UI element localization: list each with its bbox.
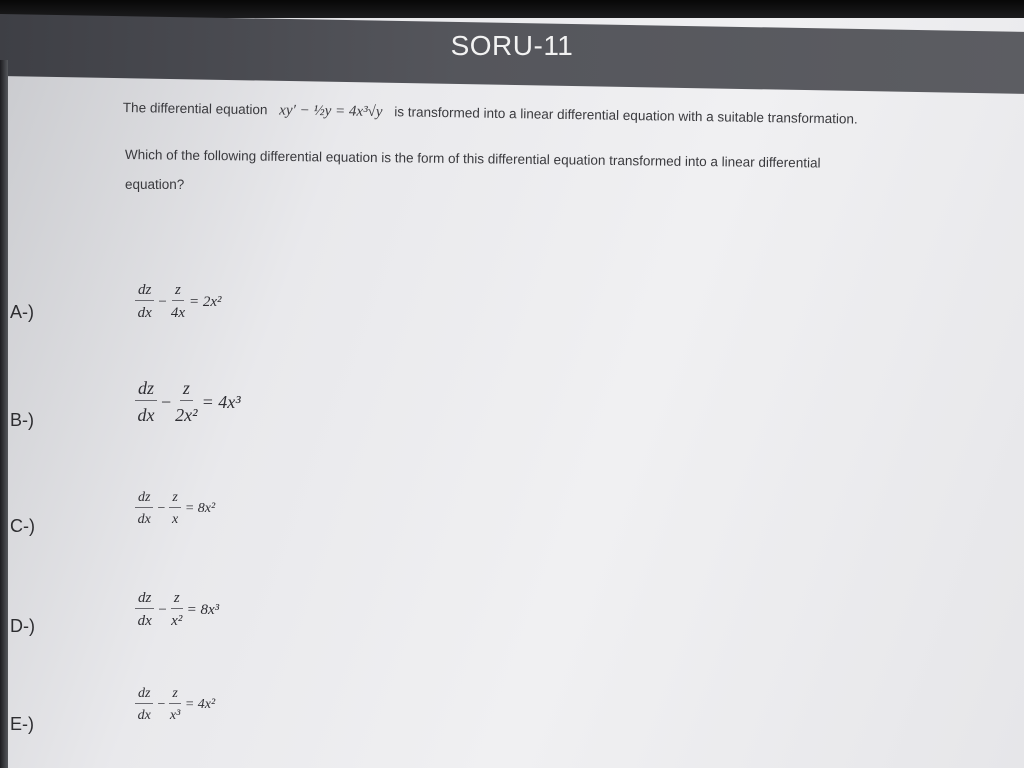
denominator: dx: [137, 405, 155, 425]
derivative-fraction: [135, 282, 154, 322]
numerator: z: [171, 590, 183, 609]
denominator: dx: [137, 305, 152, 321]
z-fraction: [169, 686, 180, 724]
option-e-label: E-): [10, 714, 34, 734]
operator: −: [157, 697, 166, 712]
numerator: dz: [135, 378, 157, 401]
denominator: x: [171, 512, 179, 527]
z-fraction: [175, 378, 197, 426]
denominator: dx: [137, 613, 152, 629]
numerator: dz: [135, 282, 154, 301]
option-b-formula: [135, 378, 241, 426]
operator: −: [158, 293, 167, 310]
question-line-3: equation?: [125, 177, 185, 192]
denominator: 2x²: [175, 405, 198, 425]
option-c-label: C-): [10, 516, 35, 536]
option-e-formula: [135, 686, 215, 724]
option-e[interactable]: [0, 686, 900, 746]
question-prefix: The differential equation: [122, 100, 268, 118]
z-fraction: [171, 590, 183, 630]
question-equation: xy′ − ½y = 4x³√y: [279, 102, 383, 121]
right-hand-side: = 4x²: [184, 697, 216, 712]
denominator: dx: [137, 708, 151, 723]
operator: −: [157, 501, 166, 516]
operator: −: [161, 391, 172, 412]
option-a-formula: [135, 282, 222, 322]
page-title: SORU-11: [450, 30, 574, 61]
denominator: 4x: [170, 305, 185, 321]
derivative-fraction: [135, 590, 154, 630]
numerator: dz: [135, 490, 153, 508]
option-d-label: D-): [10, 616, 35, 636]
derivative-fraction: [135, 686, 153, 724]
option-d-formula: [135, 590, 219, 630]
derivative-fraction: [135, 490, 153, 528]
right-hand-side: = 2x²: [188, 293, 222, 310]
monitor-bezel-top: [0, 0, 1024, 18]
right-hand-side: = 8x³: [186, 601, 220, 618]
option-a-label: A-): [10, 302, 34, 322]
z-fraction: [171, 282, 185, 322]
question-line-1: [123, 100, 858, 129]
numerator: dz: [135, 686, 153, 704]
denominator: x²: [171, 613, 183, 629]
option-c[interactable]: [0, 490, 900, 550]
question-line-2: Which of the following differential equation is the form of this differential equation transformed into a linear differential: [124, 147, 821, 171]
question-suffix: is transformed into a linear differential equation with a suitable transformation.: [394, 104, 858, 127]
right-hand-side: = 8x²: [184, 501, 216, 516]
derivative-fraction: [135, 378, 157, 426]
right-hand-side: = 4x³: [201, 391, 241, 412]
numerator: z: [180, 378, 193, 401]
operator: −: [158, 601, 167, 618]
option-c-formula: [135, 490, 215, 528]
option-b[interactable]: [0, 378, 900, 438]
numerator: z: [169, 490, 180, 508]
z-fraction: [169, 490, 180, 528]
numerator: dz: [135, 590, 154, 609]
denominator: x³: [169, 708, 181, 723]
option-a[interactable]: [0, 282, 900, 342]
numerator: z: [172, 282, 184, 301]
option-d[interactable]: [0, 590, 900, 650]
numerator: z: [169, 686, 180, 704]
option-b-label: B-): [10, 410, 34, 430]
denominator: dx: [137, 512, 151, 527]
